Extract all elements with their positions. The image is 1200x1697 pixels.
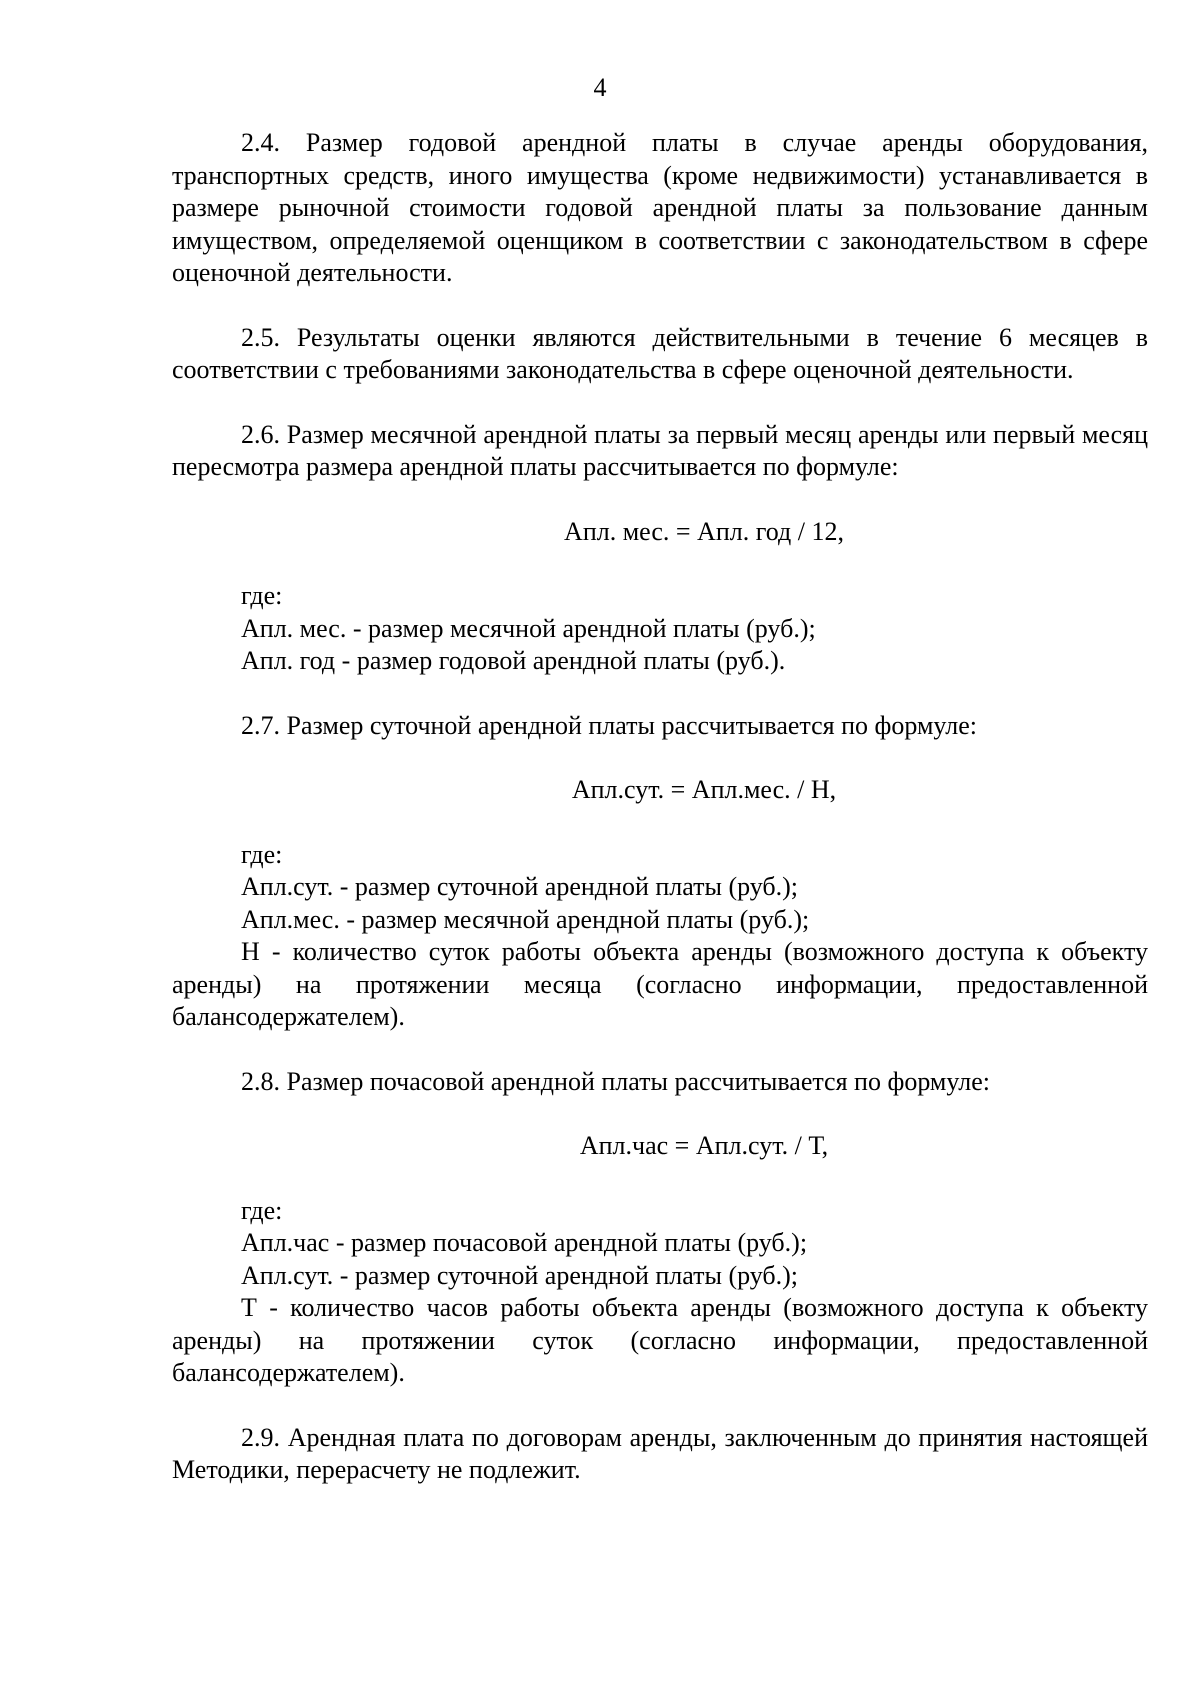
definition-hours-count: Т - количество часов работы объекта аренды (возможного доступа к объекту аренды) на протяжении суток (согласно информации, предоставленной балансодержателем). xyxy=(172,1293,1148,1387)
paragraph-2-9: 2.9. Арендная плата по договорам аренды, заключенным до принятия настоящей Методики, перерасчету не подлежит. xyxy=(172,1422,1148,1484)
paragraph-gap xyxy=(172,290,1148,322)
paragraph-gap xyxy=(172,387,1148,419)
paragraph-gap xyxy=(172,1163,1148,1195)
where-label: где: xyxy=(241,839,283,869)
paragraph-gap xyxy=(172,548,1148,580)
paragraph-gap xyxy=(172,484,1148,516)
definition-monthly-rent: Апл. мес. - размер месячной арендной платы (руб.); xyxy=(241,613,816,643)
paragraph-2-5: 2.5. Результаты оценки являются действительными в течение 6 месяцев в соответствии с требованиями законодательства в сфере оценочной деятельности. xyxy=(172,322,1148,384)
where-label: где: xyxy=(241,581,283,610)
definition-daily-rent: Апл.сут. - размер суточной арендной платы (руб.); xyxy=(241,1260,799,1290)
definition-annual-rent: Апл. год - размер годовой арендной платы (руб.). xyxy=(241,646,786,675)
paragraph-gap xyxy=(172,678,1148,710)
where-label: где: xyxy=(241,1195,283,1225)
definition-daily-rent: Апл.сут. - размер суточной арендной платы (руб.); xyxy=(241,872,799,901)
definition-hourly-rent: Апл.час - размер почасовой арендной платы (руб.); xyxy=(241,1228,808,1257)
paragraph-2-6: 2.6. Размер месячной арендной платы за первый месяц аренды или первый месяц пересмотра размера арендной платы рассчитывается по формуле: xyxy=(172,419,1148,481)
paragraph-gap xyxy=(172,1390,1148,1422)
page-number: 4 xyxy=(593,73,607,102)
definition-monthly-rent: Апл.мес. - размер месячной арендной платы (руб.); xyxy=(241,904,810,934)
document-body xyxy=(172,127,1148,1487)
paragraph-gap xyxy=(172,1034,1148,1066)
paragraph-2-8: 2.8. Размер почасовой арендной платы рассчитывается по формуле: xyxy=(241,1066,990,1096)
paragraph-2-4: 2.4. Размер годовой арендной платы в случае аренды оборудования, транспортных средств, иного имущества (кроме недвижимости) устанавливается в размере рыночной стоимости годовой арендной платы за пользование данным имуществом, определяемой оценщиком в соответствии с законодательством в сфере оценочной деятельности. xyxy=(172,128,1148,287)
formula-daily-rent: Апл.сут. = Апл.мес. / Н, xyxy=(571,775,837,804)
paragraph-gap xyxy=(172,742,1148,774)
paragraph-gap xyxy=(172,1098,1148,1130)
paragraph-2-7: 2.7. Размер суточной арендной платы рассчитывается по формуле: xyxy=(241,710,978,740)
formula-monthly-rent: Апл. мес. = Апл. год / 12, xyxy=(564,516,844,546)
paragraph-gap xyxy=(172,807,1148,839)
definition-days-count: Н - количество суток работы объекта аренды (возможного доступа к объекту аренды) на протяжении месяца (согласно информации, предоставленной балансодержателем). xyxy=(172,937,1148,1031)
formula-hourly-rent: Апл.час = Апл.сут. / Т, xyxy=(579,1131,829,1160)
